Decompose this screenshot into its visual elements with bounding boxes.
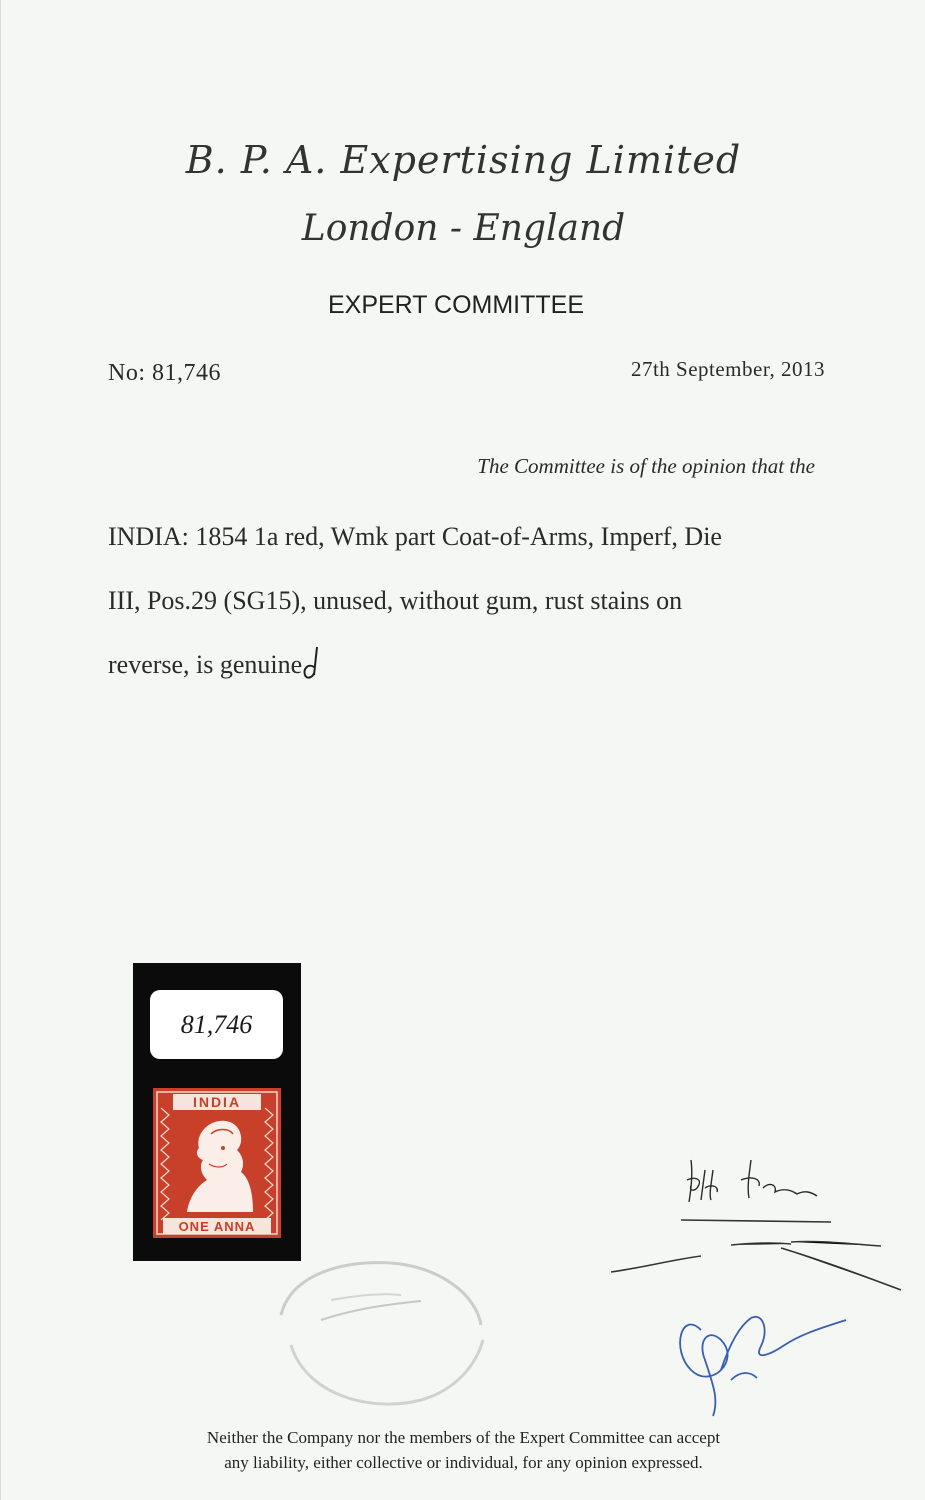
signature-blue: [680, 1317, 846, 1416]
liability-disclaimer: [1, 1425, 925, 1475]
opinion-line: INDIA: 1854 1a red, Wmk part Coat-of-Arms, Imperf, Die: [108, 522, 722, 551]
signature-black-1: [687, 1160, 817, 1202]
committee-signatures: [601, 1140, 911, 1430]
stamp-top-text: INDIA: [192, 1094, 242, 1110]
disclaimer-line: Neither the Company nor the members of the Expert Committee can accept: [206, 1428, 721, 1447]
stamp-bottom-text: ONE ANNA: [178, 1219, 256, 1234]
stamp-photo-mount: [133, 963, 301, 1261]
stamp-image: [153, 1088, 281, 1238]
certificate-number: No: 81,746: [108, 360, 221, 386]
company-name: B. P. A. Expertising Limited: [185, 138, 742, 182]
disclaimer-line: any liability, either collective or individual, for any opinion expressed.: [224, 1453, 703, 1472]
opinion-line-text: reverse, is genuine: [108, 650, 303, 679]
company-location: London - England: [301, 208, 626, 249]
mount-certificate-label: 81,746: [150, 990, 283, 1059]
handwritten-d-mark: [300, 645, 322, 681]
opinion-line: [108, 633, 848, 697]
opinion-text: [108, 505, 848, 697]
committee-heading: EXPERT COMMITTEE: [327, 291, 585, 319]
opinion-intro: The Committee is of the opinion that the: [477, 454, 815, 478]
embossed-seal: [261, 1255, 491, 1415]
opinion-line: III, Pos.29 (SG15), unused, without gum, rust stains on: [108, 586, 683, 615]
certificate-date: 27th September, 2013: [630, 357, 825, 381]
